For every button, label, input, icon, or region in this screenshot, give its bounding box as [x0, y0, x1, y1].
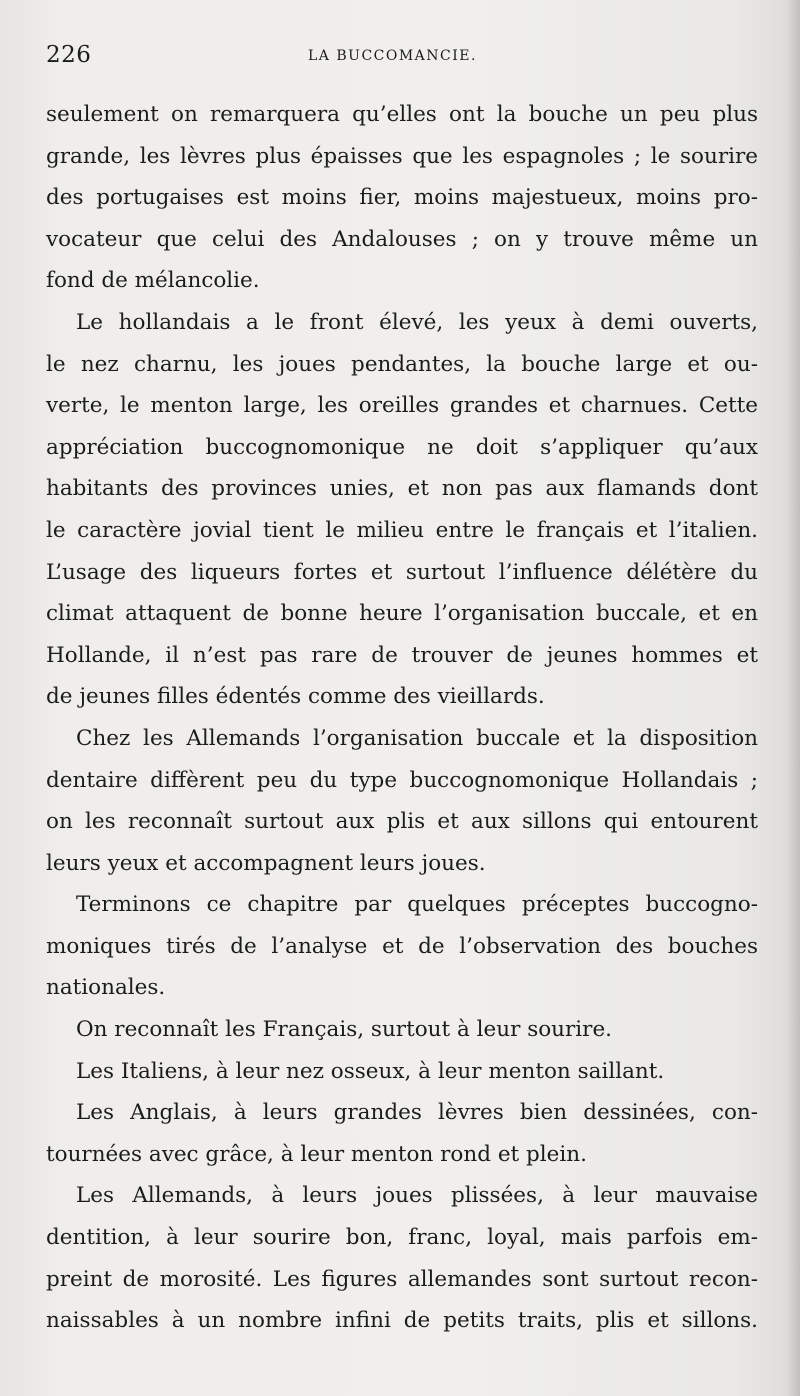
text-line: Le hollandais a le front élevé, les yeux à demi ouverts, — [76, 309, 758, 335]
page-number: 226 — [46, 42, 92, 68]
text-line: Les Italiens, à leur nez osseux, à leur menton saillant. — [76, 1058, 665, 1084]
text-line: verte, le menton large, les oreilles grandes et charnues. Cette — [46, 393, 758, 419]
text-line: tournées avec grâce, à leur menton rond et plein. — [46, 1141, 587, 1167]
body-text — [46, 94, 758, 1342]
page-edge-shadow — [786, 0, 800, 1396]
text-line: moniques tirés de l’analyse et de l’observation des bouches — [46, 933, 758, 959]
text-line: leurs yeux et accompagnent leurs joues. — [46, 850, 486, 876]
text-line: vocateur que celui des Andalouses ; on y trouve même un — [46, 226, 758, 252]
text-line: preint de morosité. Les figures allemandes sont surtout recon- — [46, 1266, 758, 1292]
text-line: appréciation buccognomonique ne doit s’appliquer qu’aux — [46, 434, 758, 460]
running-title: LA BUCCOMANCIE. — [308, 48, 477, 64]
text-line: on les reconnaît surtout aux plis et aux sillons qui entourent — [46, 809, 758, 835]
text-line: de jeunes filles édentés comme des vieillards. — [46, 684, 545, 710]
text-line: Chez les Allemands l’organisation buccale et la disposition — [76, 725, 758, 751]
text-line: le nez charnu, les joues pendantes, la bouche large et ou- — [46, 351, 758, 377]
text-line: Les Anglais, à leurs grandes lèvres bien dessinées, con- — [76, 1100, 758, 1126]
text-line: L’usage des liqueurs fortes et surtout l’influence délétère du — [46, 559, 758, 585]
text-line: Hollande, il n’est pas rare de trouver de jeunes hommes et — [46, 642, 758, 668]
text-line: Les Allemands, à leurs joues plissées, à leur mauvaise — [76, 1183, 758, 1209]
text-line: dentaire diffèrent peu du type buccognomonique Hollandais ; — [46, 767, 758, 793]
text-line: seulement on remarquera qu’elles ont la bouche un peu plus — [46, 102, 758, 127]
text-line: Terminons ce chapitre par quelques préceptes buccogno- — [76, 892, 758, 918]
text-line: fond de mélancolie. — [46, 268, 260, 294]
page-header — [46, 40, 756, 80]
text-line: habitants des provinces unies, et non pas aux flamands dont — [46, 476, 758, 502]
text-line: des portugaises est moins fier, moins majestueux, moins pro- — [46, 185, 758, 211]
text-line: grande, les lèvres plus épaisses que les espagnoles ; le sourire — [46, 143, 758, 169]
text-line: naissables à un nombre infini de petits traits, plis et sillons. — [46, 1308, 758, 1334]
text-line: climat attaquent de bonne heure l’organisation buccale, et en — [46, 601, 758, 627]
text-line: le caractère jovial tient le milieu entre le français et l’italien. — [46, 517, 758, 543]
text-line: nationales. — [46, 975, 166, 1001]
text-line: dentition, à leur sourire bon, franc, loyal, mais parfois em- — [46, 1225, 758, 1251]
text-line: On reconnaît les Français, surtout à leur sourire. — [76, 1017, 613, 1043]
